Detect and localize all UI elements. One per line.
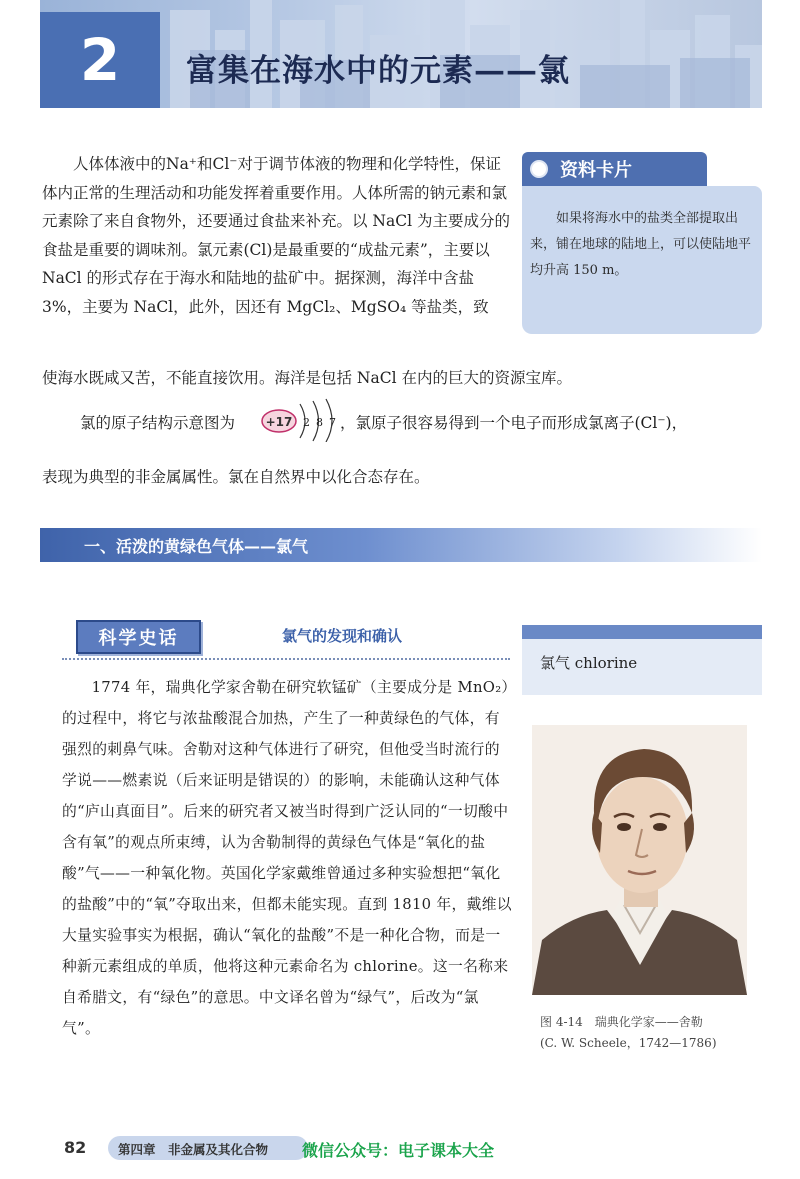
atom-text-before: 氯的原子结构示意图为 bbox=[80, 414, 236, 432]
section-title: 一、活泼的黄绿色气体——氯气 bbox=[84, 537, 309, 556]
info-card-header bbox=[522, 152, 707, 186]
shell-2-label: 8 bbox=[316, 416, 323, 429]
chlorine-atom-diagram bbox=[260, 396, 340, 442]
info-card-text: 如果将海水中的盐类全部提取出来，铺在地球的陆地上，可以使陆地平均升高 150 m。 bbox=[530, 211, 752, 278]
chapter-number: 2 bbox=[40, 12, 160, 108]
glossary-term: 氯气 chlorine bbox=[540, 654, 638, 672]
science-history-title: 氯气的发现和确认 bbox=[282, 627, 403, 645]
nucleus-label: +17 bbox=[265, 415, 293, 429]
shell-1-label: 2 bbox=[303, 416, 310, 429]
intro-paragraph-tail: 使海水既咸又苦，不能直接饮用。海洋是包括 NaCl 在内的巨大的资源宝库。 bbox=[42, 369, 572, 387]
footer-chapter-label: 第四章 非金属及其化合物 bbox=[118, 1142, 269, 1157]
page-title: 富集在海水中的元素——氯 bbox=[186, 53, 570, 89]
scheele-portrait-image bbox=[532, 725, 747, 995]
science-history-tag: 科学史话 bbox=[76, 620, 201, 654]
intro-paragraph: 人体体液中的Na⁺和Cl⁻对于调节体液的物理和化学特性，保证体内正常的生理活动和功能发挥着重要作用。人体所需的钠元素和氯元素除了来自食物外，还要通过食盐来补充。以 NaCl 为主要成分的食盐是重要的调味剂。氯元素(Cl)是最重要的“成盐元素”，主要以 NaCl 的形式存在于海水和陆地的盐矿中。据探测，海洋中含盐 3%，主要为 NaCl，此外，因还有 MgCl₂、MgSO₄ 等盐类，致 bbox=[42, 155, 510, 316]
page-number: 82 bbox=[64, 1138, 87, 1157]
shell-3-label: 7 bbox=[329, 416, 336, 429]
dotted-divider bbox=[62, 658, 510, 660]
watermark-text: 微信公众号：电子课本大全 bbox=[302, 1141, 495, 1160]
glossary-header bbox=[522, 625, 762, 639]
info-card-title: 资料卡片 bbox=[560, 160, 632, 181]
atom-paragraph-line2: 表现为典型的非金属属性。氯在自然界中以化合态存在。 bbox=[42, 468, 430, 486]
science-history-text: 1774 年，瑞典化学家舍勒在研究软锰矿（主要成分是 MnO₂）的过程中，将它与浓盐酸混合加热，产生了一种黄绿色的气体，有强烈的刺鼻气味。舍勒对这种气体进行了研究，但他受当时流行的学说——燃素说（后来证明是错误的）的影响，未能确认这种气体的“庐山真面目”。后来的研究者又被当时得到广泛认同的“一切酸中含有氧”的观点所束缚，认为舍勒制得的黄绿色气体是“氧化的盐酸”气——一种氧化物。英国化学家戴维曾通过多种实验想把“氧化的盐酸”中的“氧”夺取出来，但都未能实现。直到 1810 年，戴维以大量实验事实为根据，确认“氧化的盐酸”不是一种化合物，而是一种新元素组成的单质，他将这种元素命名为 chlorine。这一名称来自希腊文，有“绿色”的意思。中文译名曾为“绿气”，后改为“氯气”。 bbox=[62, 679, 512, 1037]
atom-text-after: ，氯原子很容易得到一个电子而形成氯离子(Cl⁻)， bbox=[340, 414, 688, 432]
figure-caption: 图 4-14 瑞典化学家——舍勒 (C. W. Scheele，1742—1786) bbox=[540, 1015, 717, 1050]
bullet-icon bbox=[530, 160, 548, 178]
